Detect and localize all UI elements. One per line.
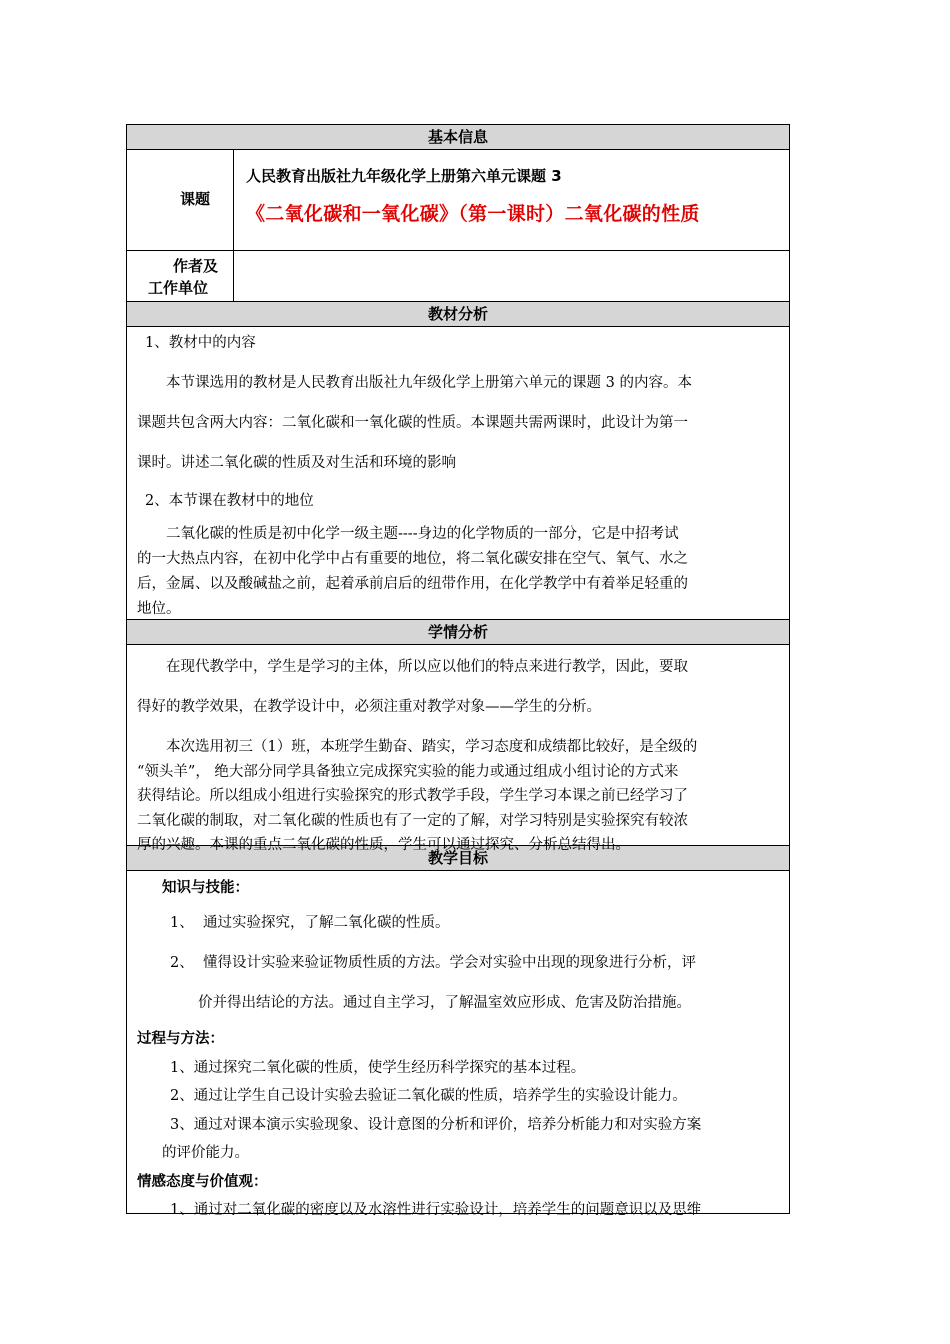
author-value — [234, 251, 789, 301]
material-para-2-line-1: 二氧化碳的性质是初中化学一级主题----身边的化学物质的一部分，它是中招考试 — [166, 526, 679, 542]
author-row — [127, 251, 789, 302]
material-section — [127, 327, 789, 620]
knowledge-item-2-continued: 价并得出结论的方法。通过自主学习，了解温室效应形成、危害及防治措施。 — [198, 995, 691, 1011]
student-section — [127, 645, 789, 853]
goals-section — [127, 871, 789, 1218]
section-header-goals: 教学目标 — [127, 846, 789, 871]
material-para-2-line-2: 的一大热点内容，在初中化学中占有重要的地位，将二氧化碳安排在空气、氧气、水之 — [137, 551, 688, 567]
process-item-1: 1、通过探究二氧化碳的性质，使学生经历科学探究的基本过程。 — [170, 1059, 586, 1076]
topic-line-2: 《二氧化碳和一氧化碳》（第一课时）二氧化碳的性质 — [246, 203, 700, 225]
author-label — [127, 251, 234, 301]
material-heading-1: 1、教材中的内容 — [145, 335, 256, 351]
author-label-line-2: 工作单位 — [148, 279, 209, 297]
process-item-2: 2、通过让学生自己设计实验去验证二氧化碳的性质，培养学生的实验设计能力。 — [170, 1088, 687, 1104]
attitude-title: 情感态度与价值观： — [137, 1173, 268, 1190]
process-item-3-line-1: 3、通过对课本演示实验现象、设计意图的分析和评价，培养分析能力和对实验方案 — [170, 1116, 702, 1133]
material-para-1-line-1: 本节课选用的教材是人民教育出版社九年级化学上册第六单元的课题 3 的内容。本 — [166, 375, 692, 391]
process-item-3-line-2: 的评价能力。 — [162, 1145, 249, 1161]
process-title: 过程与方法： — [137, 1031, 224, 1047]
student-para-1-line-1: 在现代教学中，学生是学习的主体，所以应以他们的特点来进行教学，因此，要取 — [166, 659, 688, 675]
material-para-2-line-4: 地位。 — [137, 601, 181, 617]
material-para-2-line-3: 后，金属、以及酸碱盐之前，起着承前启后的纽带作用，在化学教学中有着举足轻重的 — [137, 576, 688, 592]
student-para-1-line-2: 得好的教学效果，在教学设计中，必须注重对教学对象——学生的分析。 — [137, 699, 601, 715]
section-header-student: 学情分析 — [127, 620, 789, 645]
material-para-1-line-3: 课时。讲述二氧化碳的性质及对生活和环境的影响 — [137, 455, 456, 471]
material-heading-2: 2、本节课在教材中的地位 — [145, 493, 314, 509]
knowledge-item-2 — [137, 943, 780, 983]
section-header-basic-info: 基本信息 — [127, 125, 789, 150]
knowledge-item-2-number: 2、 — [170, 955, 194, 971]
knowledge-item-2-text: 懂得设计实验来验证物质性质的方法。学会对实验中出现的现象进行分析，评 — [202, 955, 696, 971]
lesson-plan-table — [126, 124, 790, 1218]
student-para-2-line-2: “领头羊”， 绝大部分同学具备独立完成探究实验的能力或通过组成小组讨论的方式来 — [137, 763, 679, 780]
knowledge-item-1-number: 1、 — [170, 915, 194, 931]
knowledge-item-1 — [137, 903, 780, 943]
topic-value — [234, 150, 789, 250]
material-para-1-line-2: 课题共包含两大内容：二氧化碳和一氧化碳的性质。本课题共需两课时，此设计为第一 — [137, 415, 688, 431]
topic-label — [127, 150, 234, 250]
knowledge-title: 知识与技能： — [162, 880, 249, 896]
topic-label-text: 课题 — [180, 190, 211, 208]
student-para-2-line-5: 厚的兴趣。本课的重点二氧化碳的性质，学生可以通过探究、分析总结得出。 — [137, 837, 630, 853]
topic-line-1: 人民教育出版社九年级化学上册第六单元课题 3 — [246, 167, 562, 185]
attitude-item-1: 1、通过对二氧化碳的密度以及水溶性进行实验设计，培养学生的问题意识以及思维 — [170, 1202, 702, 1218]
student-para-2-line-1: 本次选用初三（1）班，本班学生勤奋、踏实，学习态度和成绩都比较好，是全级的 — [166, 739, 698, 755]
author-label-line-1: 作者及 — [173, 257, 219, 275]
student-para-2-line-3: 获得结论。所以组成小组进行实验探究的形式教学手段，学生学习本课之前已经学习了 — [137, 788, 688, 804]
section-header-material: 教材分析 — [127, 302, 789, 327]
topic-row — [127, 150, 789, 251]
student-para-2-line-4: 二氧化碳的制取，对二氧化碳的性质也有了一定的了解，对学习特别是实验探究有较浓 — [137, 812, 688, 829]
knowledge-item-1-text: 通过实验探究，了解二氧化碳的性质。 — [202, 915, 450, 931]
